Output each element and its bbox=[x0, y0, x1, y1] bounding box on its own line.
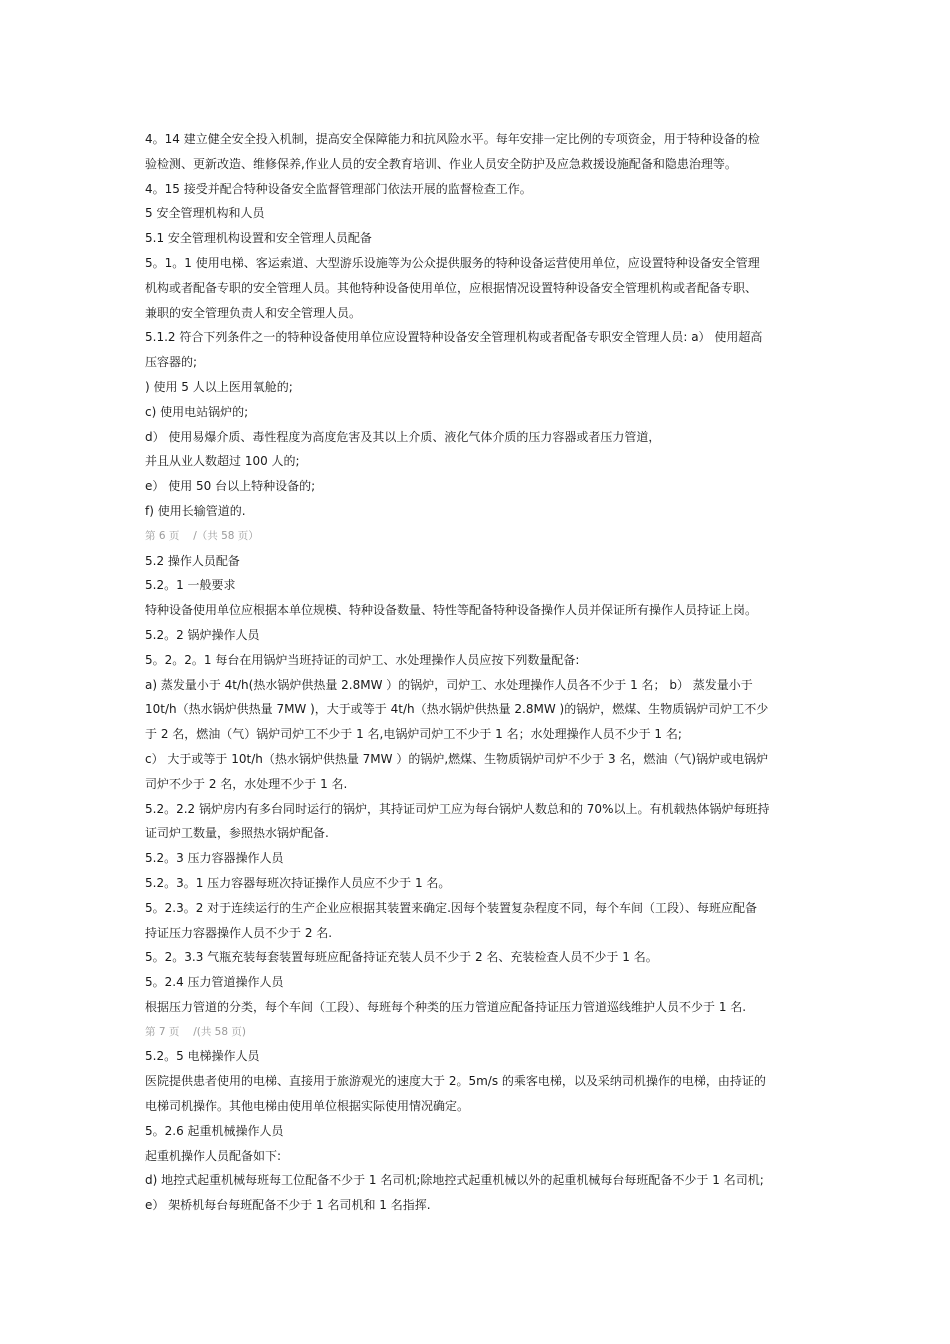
text-line: 电梯司机操作。其他电梯由使用单位根据实际使用情况确定。 bbox=[145, 1099, 470, 1114]
text-line: d） 使用易爆介质、毒性程度为高度危害及其以上介质、液化气体介质的压力容器或者压力管道， bbox=[145, 429, 661, 444]
text-line: 5。2。2。1 每台在用锅炉当班持证的司炉工、水处理操作人员应按下列数量配备: bbox=[145, 652, 580, 667]
text-line: 司炉不少于 2 名，水处理不少于 1 名. bbox=[145, 776, 348, 791]
text-line: 5.2。2 锅炉操作人员 bbox=[145, 627, 260, 642]
text-line: 5。2.3。2 对于连续运行的生产企业应根据其装置来确定.因每个装置复杂程度不同，每个车间（工段）、每班应配备 bbox=[145, 900, 757, 915]
text-line: 5 安全管理机构和人员 bbox=[145, 206, 265, 221]
text-line: 证司炉工数量，参照热水锅炉配备. bbox=[145, 826, 329, 841]
text-line: 根据压力管道的分类，每个车间（工段）、每班每个种类的压力管道应配备持证压力管道巡线维护人员不少于 1 名. bbox=[145, 999, 747, 1014]
text-line: 4。15 接受并配合特种设备安全监督管理部门依法开展的监督检查工作。 bbox=[145, 181, 532, 196]
text-line: 兼职的安全管理负责人和安全管理人员。 bbox=[145, 305, 362, 320]
text-line: 5.1.2 符合下列条件之一的特种设备使用单位应设置特种设备安全管理机构或者配备专职安全管理人员: a） 使用超高 bbox=[145, 330, 763, 345]
text-line: 起重机操作人员配备如下: bbox=[145, 1148, 282, 1163]
text-line: 压容器的; bbox=[145, 355, 198, 370]
text-line: ) 使用 5 人以上医用氧舱的; bbox=[145, 379, 293, 394]
text-line: 5。2。3.3 气瓶充装每套装置每班应配备持证充装人员不少于 2 名、充装检查人员不少于 1 名。 bbox=[145, 950, 658, 965]
page-footer: 第 7 页 /(共 58 页) bbox=[145, 1025, 246, 1038]
text-line: 5.2。3 压力容器操作人员 bbox=[145, 851, 284, 866]
text-line: f) 使用长输管道的. bbox=[145, 503, 246, 518]
text-line: 10t/h（热水锅炉供热量 7MW )，大于或等于 4t/h（热水锅炉供热量 2.8MW )的锅炉，燃煤、生物质锅炉司炉工不少 bbox=[145, 702, 769, 717]
text-line: e） 使用 50 台以上特种设备的; bbox=[145, 479, 316, 494]
text-line: 5.2 操作人员配备 bbox=[145, 553, 240, 568]
text-line: 5.2。5 电梯操作人员 bbox=[145, 1049, 260, 1064]
text-line: 4。14 建立健全安全投入机制，提高安全保障能力和抗风险水平。每年安排一定比例的专项资金，用于特种设备的检 bbox=[145, 132, 760, 146]
text-line: e） 架桥机每台每班配备不少于 1 名司机和 1 名指挥. bbox=[145, 1198, 431, 1213]
text-line: 5.2。3。1 压力容器每班次持证操作人员应不少于 1 名。 bbox=[145, 875, 451, 890]
document-page bbox=[145, 127, 805, 1218]
text-line: 5。2.6 起重机械操作人员 bbox=[145, 1123, 284, 1138]
text-line: c） 大于或等于 10t/h（热水锅炉供热量 7MW ）的锅炉,燃煤、生物质锅炉司炉不少于 3 名，燃油（气)锅炉或电锅炉 bbox=[145, 751, 769, 766]
text-line: 5。2.4 压力管道操作人员 bbox=[145, 975, 284, 990]
text-line: 5.2。1 一般要求 bbox=[145, 578, 236, 593]
text-line: 验检测、更新改造、维修保养,作业人员的安全教育培训、作业人员安全防护及应急救援设施配备和隐患治理等。 bbox=[145, 156, 737, 171]
text-line: 持证压力容器操作人员不少于 2 名. bbox=[145, 925, 333, 940]
text-line: 特种设备使用单位应根据本单位规模、特种设备数量、特性等配备特种设备操作人员并保证所有操作人员持证上岗。 bbox=[145, 603, 758, 618]
text-line: a) 蒸发量小于 4t/h(热水锅炉供热量 2.8MW ）的锅炉，司炉工、水处理操作人员各不少于 1 名； b） 蒸发量小于 bbox=[145, 677, 753, 692]
text-line: 5.2。2.2 锅炉房内有多台同时运行的锅炉，其持证司炉工应为每台锅炉人数总和的 70%以上。有机载热体锅炉每班持 bbox=[145, 801, 770, 816]
text-line: 机构或者配备专职的安全管理人员。其他特种设备使用单位，应根据情况设置特种设备安全管理机构或者配备专职、 bbox=[145, 280, 758, 295]
page-footer: 第 6 页 /（共 58 页） bbox=[145, 529, 259, 542]
text-line: 并且从业人数超过 100 人的; bbox=[145, 454, 300, 469]
text-line: c) 使用电站锅炉的; bbox=[145, 404, 249, 419]
text-line: 5。1。1 使用电梯、客运索道、大型游乐设施等为公众提供服务的特种设备运营使用单位，应设置特种设备安全管理 bbox=[145, 255, 760, 270]
text-line: 于 2 名，燃油（气）锅炉司炉工不少于 1 名,电锅炉司炉工不少于 1 名；水处理操作人员不少于 1 名; bbox=[145, 727, 682, 742]
text-line: 医院提供患者使用的电梯、直接用于旅游观光的速度大于 2。5m/s 的乘客电梯，以及采纳司机操作的电梯，由持证的 bbox=[145, 1074, 766, 1089]
text-line: 5.1 安全管理机构设置和安全管理人员配备 bbox=[145, 231, 372, 246]
text-line: d) 地控式起重机械每班每工位配备不少于 1 名司机;除地控式起重机械以外的起重机械每台每班配备不少于 1 名司机; bbox=[145, 1173, 764, 1188]
